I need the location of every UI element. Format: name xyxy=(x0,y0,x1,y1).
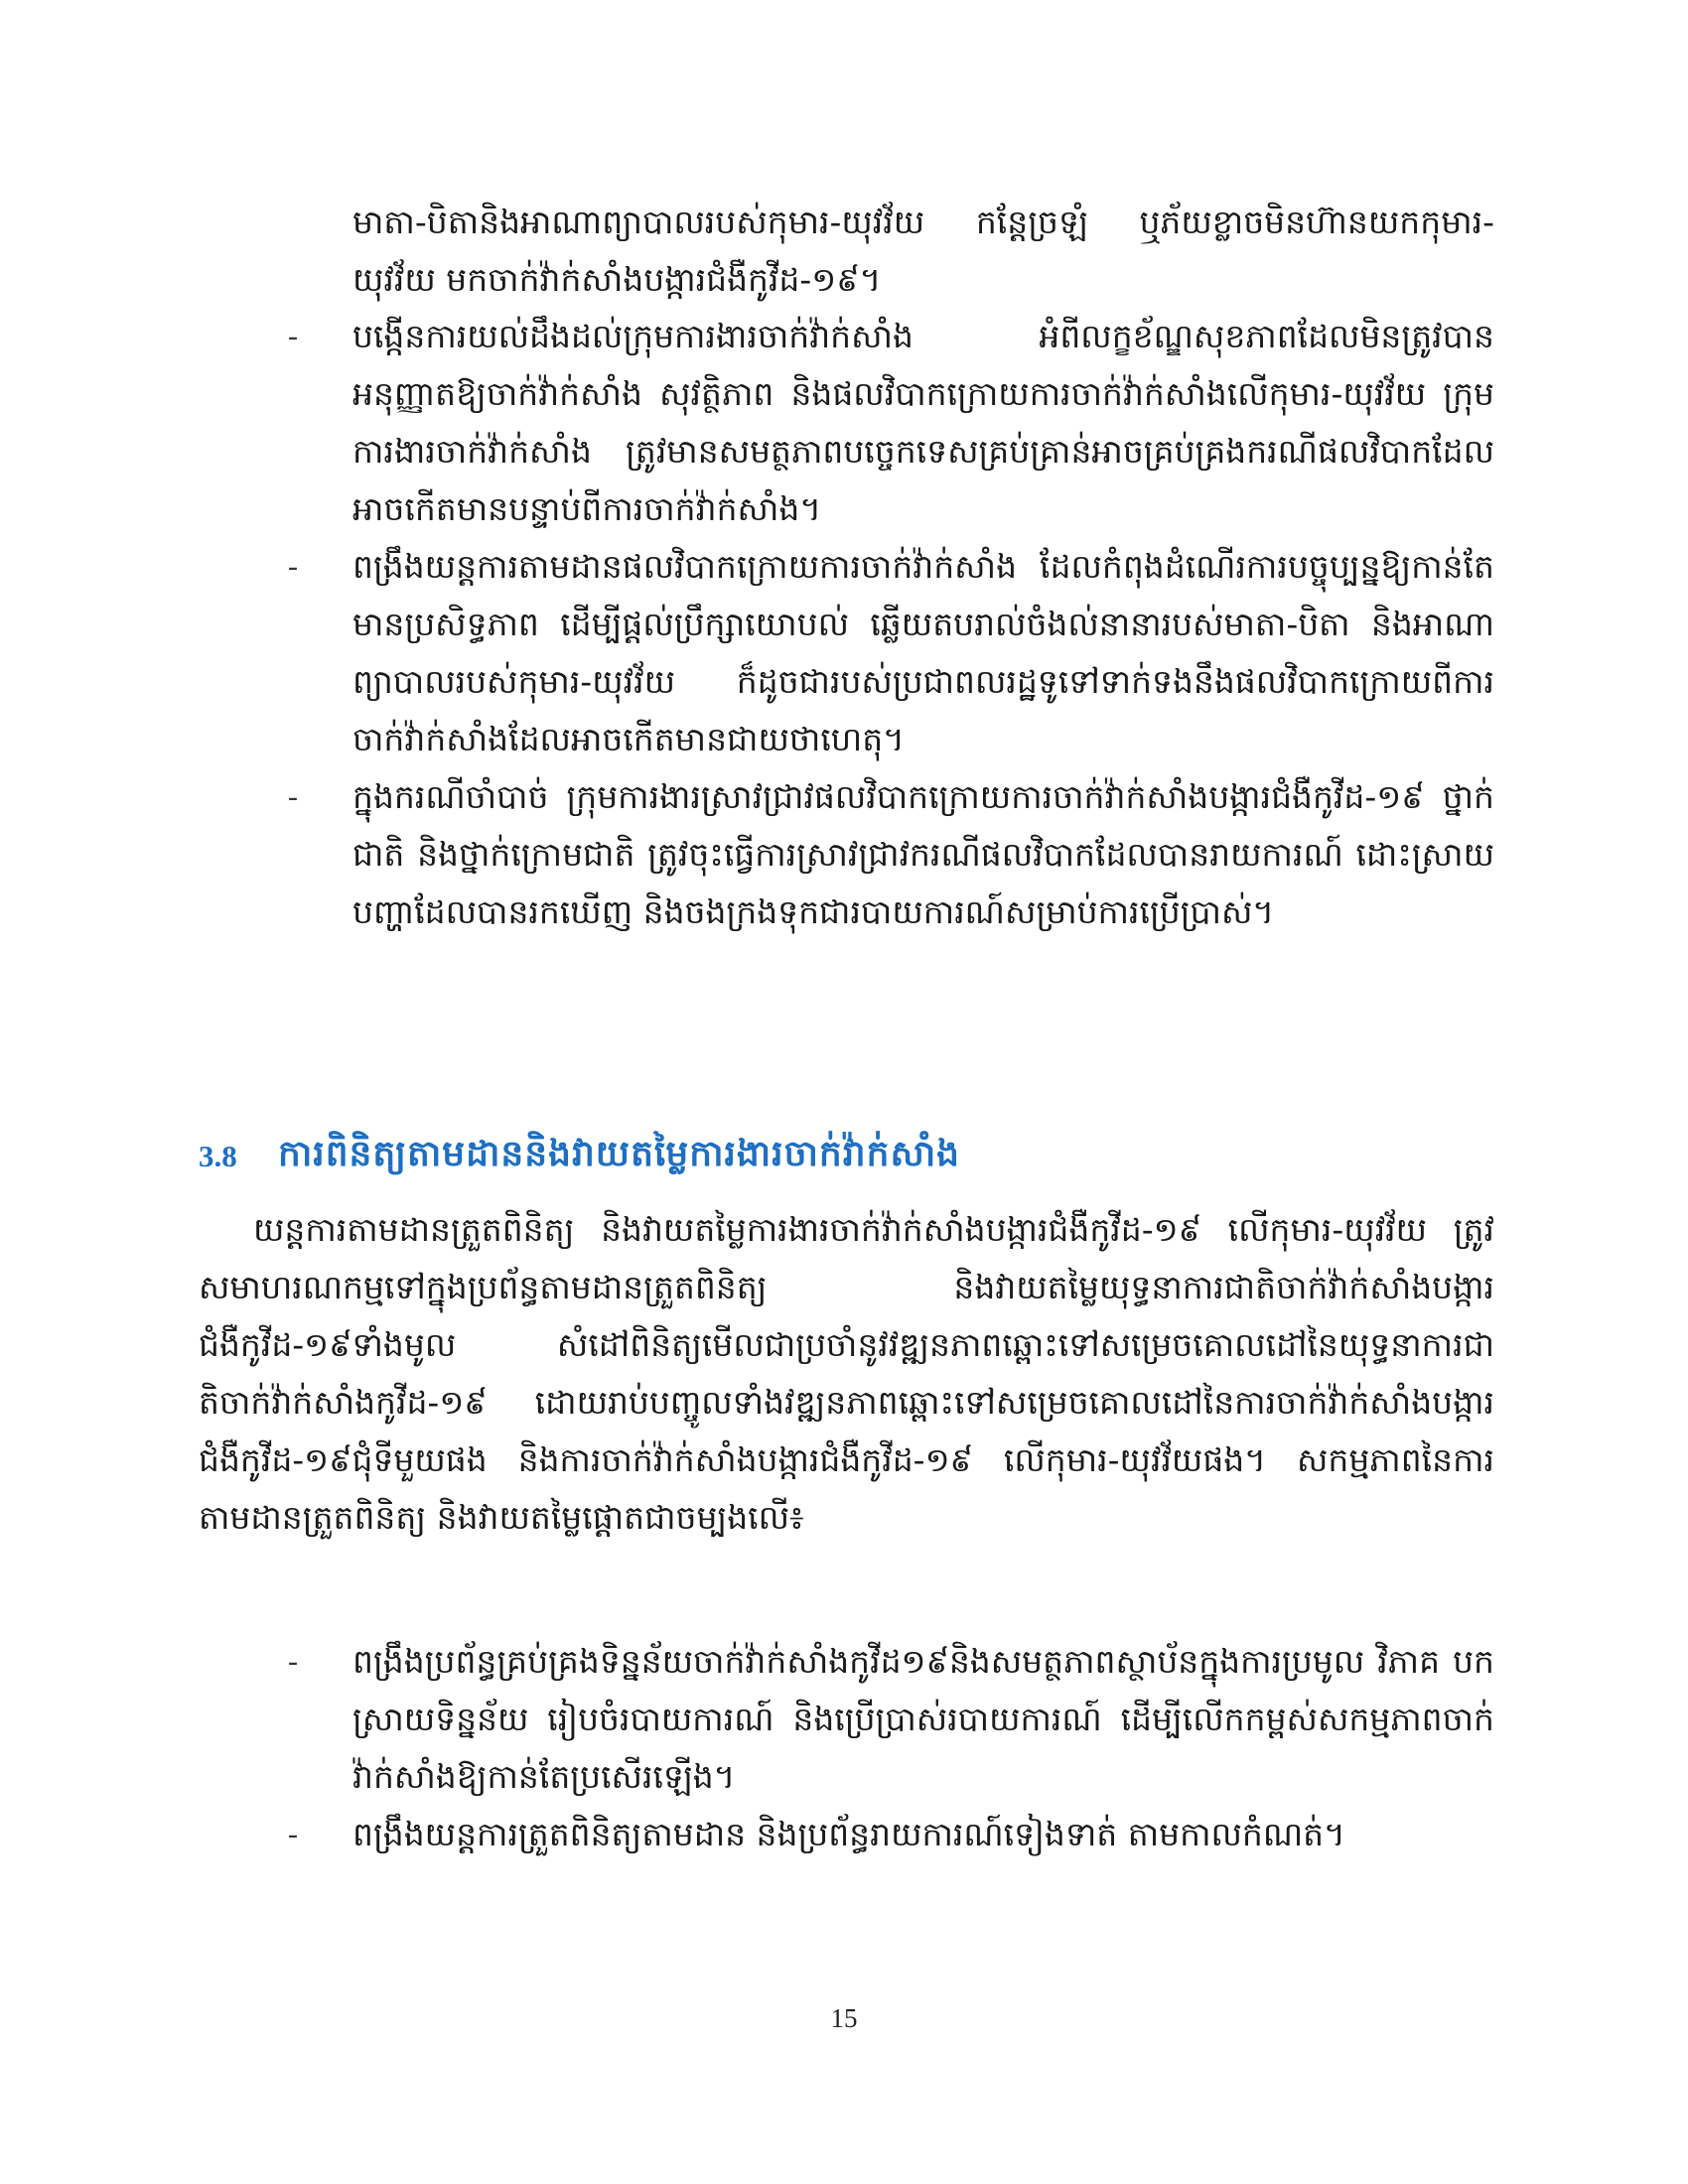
bullet-dash: - xyxy=(288,780,298,813)
section-heading xyxy=(199,1122,1509,1191)
list-item-text: ពង្រឹងយន្តការត្រួតពិនិត្យតាមដាន និងប្រព័ន្ធរាយការណ៍ទៀងទាត់ តាមកាលកំណត់។ xyxy=(352,1815,1345,1853)
bullet-list-bottom xyxy=(288,1633,1494,1863)
list-item xyxy=(288,1806,1494,1863)
list-item xyxy=(288,538,1494,768)
bullet-dash: - xyxy=(288,320,298,352)
body-paragraph: យន្តការតាមដានត្រួតពិនិត្យ និងវាយតម្លៃការងារចាក់វ៉ាក់សាំងបង្ការជំងឺកូវីដ-១៩ លើកុមារ-យុវវ័យ ត្រូវសមាហរណកម្មទៅក្នុងប្រព័ន្ធតាមដានត្រួតពិនិត្យ និងវាយតម្លៃយុទ្ធនាការជាតិចាក់វ៉ាក់សាំងបង្ការជំងឺកូវីដ-១៩ទាំងមូល សំដៅពិនិត្យមើលជាប្រចាំនូវវឌ្ឍនភាពឆ្ពោះទៅសម្រេចគោលដៅនៃយុទ្ធនាការជាតិចាក់វ៉ាក់សាំងកូវីដ-១៩ ដោយរាប់បញ្ចូលទាំងវឌ្ឍនភាពឆ្ពោះទៅសម្រេចគោលដៅនៃការចាក់វ៉ាក់សាំងបង្ការជំងឺកូវីដ-១៩ជុំទីមួយផង និងការចាក់វ៉ាក់សាំងបង្ការជំងឺកូវីដ-១៩ លើកុមារ-យុវវ័យផង។ សកម្មភាពនៃការតាមដានត្រួតពិនិត្យ និងវាយតម្លៃផ្តោតជាចម្បងលើ៖ xyxy=(199,1210,1494,1537)
section-number: 3.8 xyxy=(199,1139,237,1173)
bullet-dash: - xyxy=(288,1818,298,1850)
list-item xyxy=(288,308,1494,538)
list-item xyxy=(288,768,1494,941)
section-title: ការពិនិត្យតាមដាននិងវាយតម្លៃការងារចាក់វ៉ាក់សាំង xyxy=(278,1133,960,1174)
bullet-dash: - xyxy=(288,550,298,583)
bullet-list-top xyxy=(288,308,1494,941)
continuation-paragraph: មាតា-បិតានិងអាណាព្យាបាលរបស់កុមារ-យុវវ័យ កន្តែច្រឡំ ឬភ័យខ្លាចមិនហ៊ានយកកុមារ-យុវវ័យ មកចាក់វ៉ាក់សាំងបង្ការជំងឺកូវីដ-១៩។ xyxy=(352,203,1494,299)
list-item-text: បង្កើនការយល់ដឹងដល់ក្រុមការងារចាក់វ៉ាក់សាំង អំពីលក្ខខ័ណ្ឌសុខភាពដែលមិនត្រូវបានអនុញ្ញាតឱ្យចាក់វ៉ាក់សាំង សុវត្ថិភាព និងផលវិបាកក្រោយការចាក់វ៉ាក់សាំងលើកុមារ-យុវវ័យ ក្រុមការងារចាក់វ៉ាក់សាំង ត្រូវមានសមត្ថភាពបច្ចេកទេសគ្រប់គ្រាន់អាចគ្រប់គ្រងករណីផលវិបាកដែលអាចកើតមានបន្ទាប់ពីការចាក់វ៉ាក់សាំង។ xyxy=(352,317,1494,528)
page-number: 15 xyxy=(830,2003,858,2033)
list-item-text: ពង្រឹងប្រព័ន្ធគ្រប់គ្រងទិន្នន័យចាក់វ៉ាក់សាំងកូវីដ១៩និងសមត្ថភាពស្ថាប័នក្នុងការប្រមូល វិភាគ បកស្រាយទិន្នន័យ រៀបចំរបាយការណ៍ និងប្រើប្រាស់របាយការណ៍ ដើម្បីលើកកម្ពស់សកម្មភាពចាក់វ៉ាក់សាំងឱ្យកាន់តែប្រសើរឡើង។ xyxy=(352,1642,1494,1796)
list-item-text: ពង្រឹងយន្តការតាមដានផលវិបាកក្រោយការចាក់វ៉ាក់សាំង ដែលកំពុងដំណើរការបច្ចុប្បន្នឱ្យកាន់តែមានប្រសិទ្ធភាព ដើម្បីផ្តល់ប្រឹក្សាយោបល់ ឆ្លើយតបរាល់ចំងល់នានារបស់មាតា-បិតា និងអាណាព្យាបាលរបស់កុមារ-យុវវ័យ ក៏ដូចជារបស់ប្រជាពលរដ្ឋទូទៅទាក់ទងនឹងផលវិបាកក្រោយពីការចាក់វ៉ាក់សាំងដែលអាចកើតមានជាយថាហេតុ។ xyxy=(352,547,1494,758)
list-item-text: ក្នុងករណីចាំបាច់ ក្រុមការងារស្រាវជ្រាវផលវិបាកក្រោយការចាក់វ៉ាក់សាំងបង្ការជំងឺកូវីដ-១៩ ថ្នាក់ជាតិ និងថ្នាក់ក្រោមជាតិ ត្រូវចុះធ្វើការស្រាវជ្រាវករណីផលវិបាកដែលបានរាយការណ៍ ដោះស្រាយបញ្ហាដែលបានរកឃើញ និងចងក្រងទុកជារបាយការណ៍សម្រាប់ការប្រើប្រាស់។ xyxy=(352,777,1494,931)
bullet-dash: - xyxy=(288,1645,298,1678)
list-item xyxy=(288,1633,1494,1806)
